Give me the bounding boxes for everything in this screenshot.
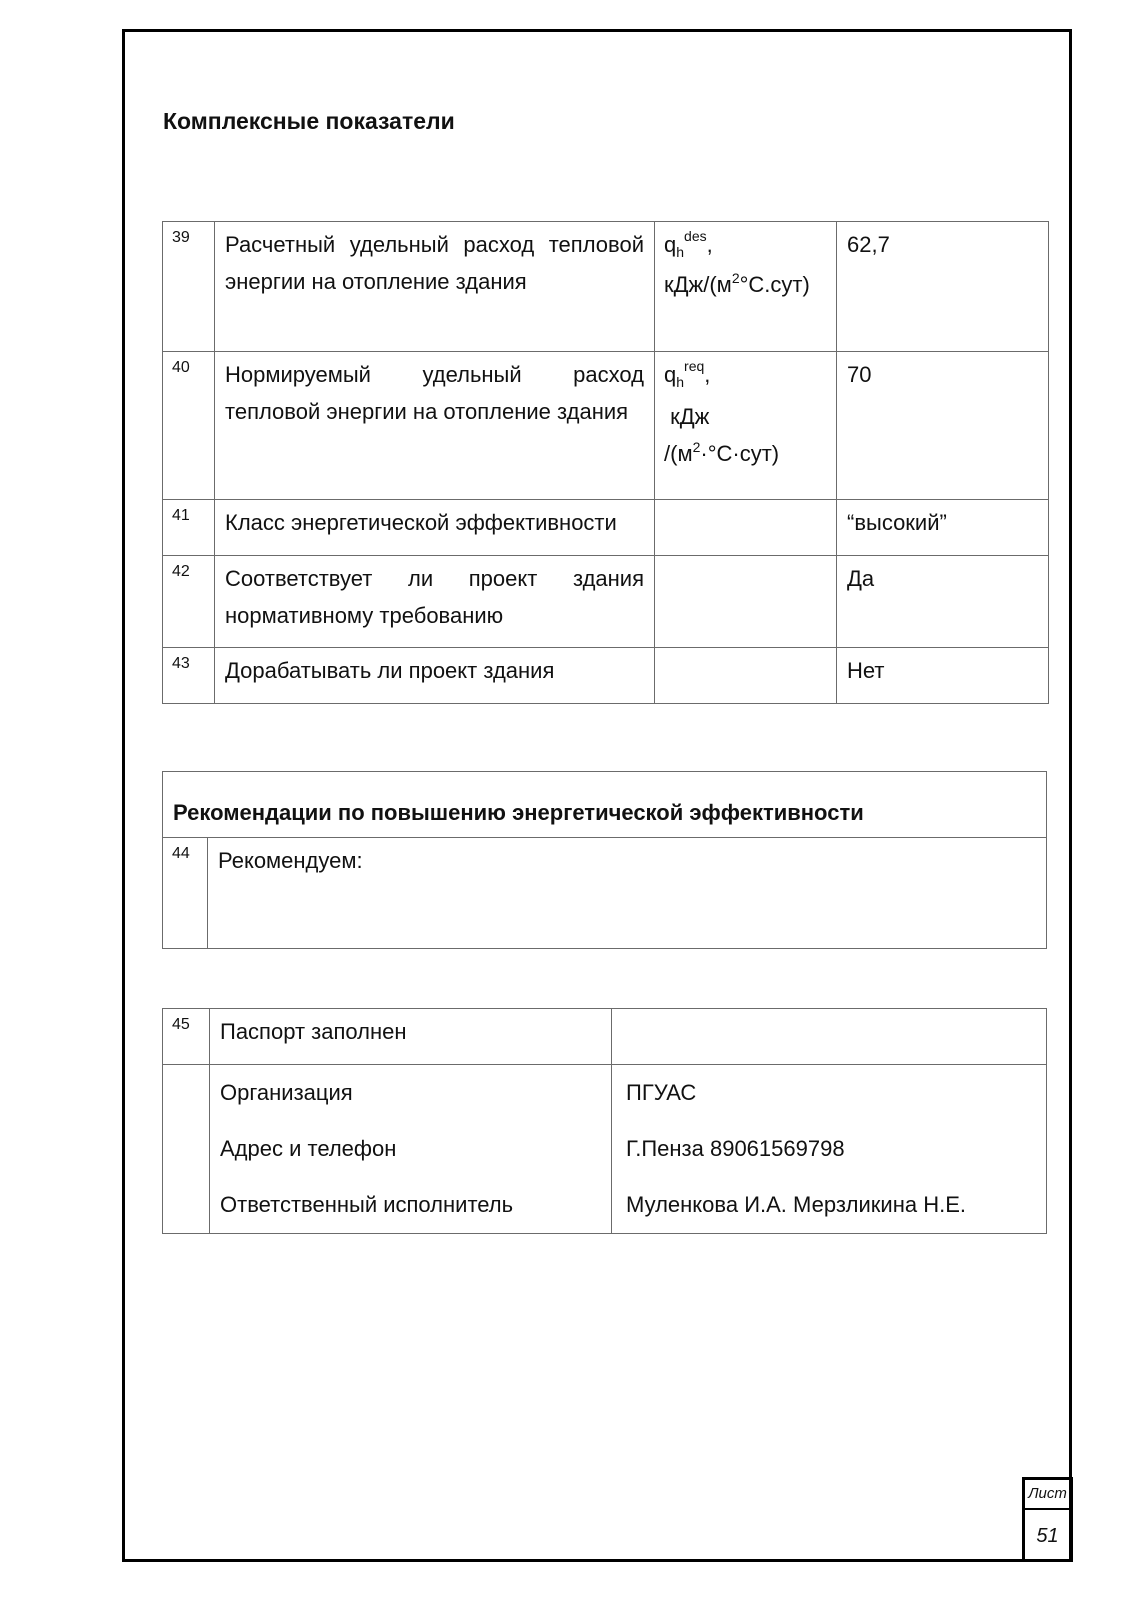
address-label: Адрес и телефон [220,1136,397,1161]
row-number: 42 [163,556,215,648]
table-row [163,500,1049,556]
table-row [163,648,1049,704]
table-row [163,222,1049,352]
organization-value: ПГУАС [626,1080,697,1105]
executor-value: Муленкова И.А. Мерзликина Н.Е. [626,1192,966,1217]
table-row [163,1065,1047,1234]
indicator-value: 62,7 [837,222,1049,352]
row-number: 43 [163,648,215,704]
row-number: 44 [163,838,208,949]
indicator-value: 70 [837,352,1049,500]
row-number: 40 [163,352,215,500]
passport-filled-label: Паспорт заполнен [210,1009,612,1065]
sheet-label: Лист [1025,1480,1070,1510]
unit-superscript: des [684,228,707,244]
unit-part: /(м [664,441,693,466]
passport-values [612,1065,1047,1234]
indicator-value: Да [837,556,1049,648]
row-number: 45 [163,1009,210,1065]
unit-subscript: h [676,374,685,390]
unit-comma: , [704,362,711,387]
unit-superscript: req [684,358,705,374]
indicators-table [162,221,1049,704]
unit-part: кДж/(м [664,272,732,297]
recommendations-text: Рекомендуем: [208,838,1047,949]
passport-table [162,1008,1047,1234]
unit-subscript: h [676,244,685,260]
unit-square: 2 [692,439,701,455]
indicator-unit [655,500,837,556]
table-row [163,838,1047,949]
table-row [163,352,1049,500]
indicator-text: Дорабатывать ли проект здания [215,648,655,704]
unit-part: кДж [664,404,710,429]
indicator-text: Расчетный удельный расход тепловой энергии на отопление здания [215,222,655,352]
table-row [163,1009,1047,1065]
recommendations-table [162,771,1047,949]
address-value: Г.Пенза 89061569798 [626,1136,845,1161]
indicator-value: Нет [837,648,1049,704]
indicator-text: Нормируемый удельный расход тепловой энергии на отопление здания [215,352,655,500]
row-number-empty [163,1065,210,1234]
indicator-unit [655,222,837,352]
indicator-value: “высокий” [837,500,1049,556]
indicator-unit [655,648,837,704]
indicator-text: Соответствует ли проект здания нормативному требованию [215,556,655,648]
sheet-number: 51 [1036,1525,1059,1547]
unit-square: 2 [731,270,740,286]
unit-tail: ·°С·сут) [700,441,780,466]
row-number: 39 [163,222,215,352]
sheet-stamp [1022,1477,1073,1562]
indicator-text: Класс энергетической эффективности [215,500,655,556]
unit-symbol: q [664,362,677,387]
unit-symbol: q [664,232,677,257]
table-row [163,556,1049,648]
passport-filled-value [612,1009,1047,1065]
recommendations-heading: Рекомендации по повышению энергетической эффективности [163,772,1047,838]
passport-labels [210,1065,612,1234]
unit-comma: , [706,232,713,257]
indicator-unit [655,556,837,648]
executor-label: Ответственный исполнитель [220,1192,514,1217]
row-number: 41 [163,500,215,556]
indicator-unit [655,352,837,500]
section-heading: Комплексные показатели [163,108,455,134]
organization-label: Организация [220,1080,353,1105]
unit-tail: °С.сут) [739,272,810,297]
